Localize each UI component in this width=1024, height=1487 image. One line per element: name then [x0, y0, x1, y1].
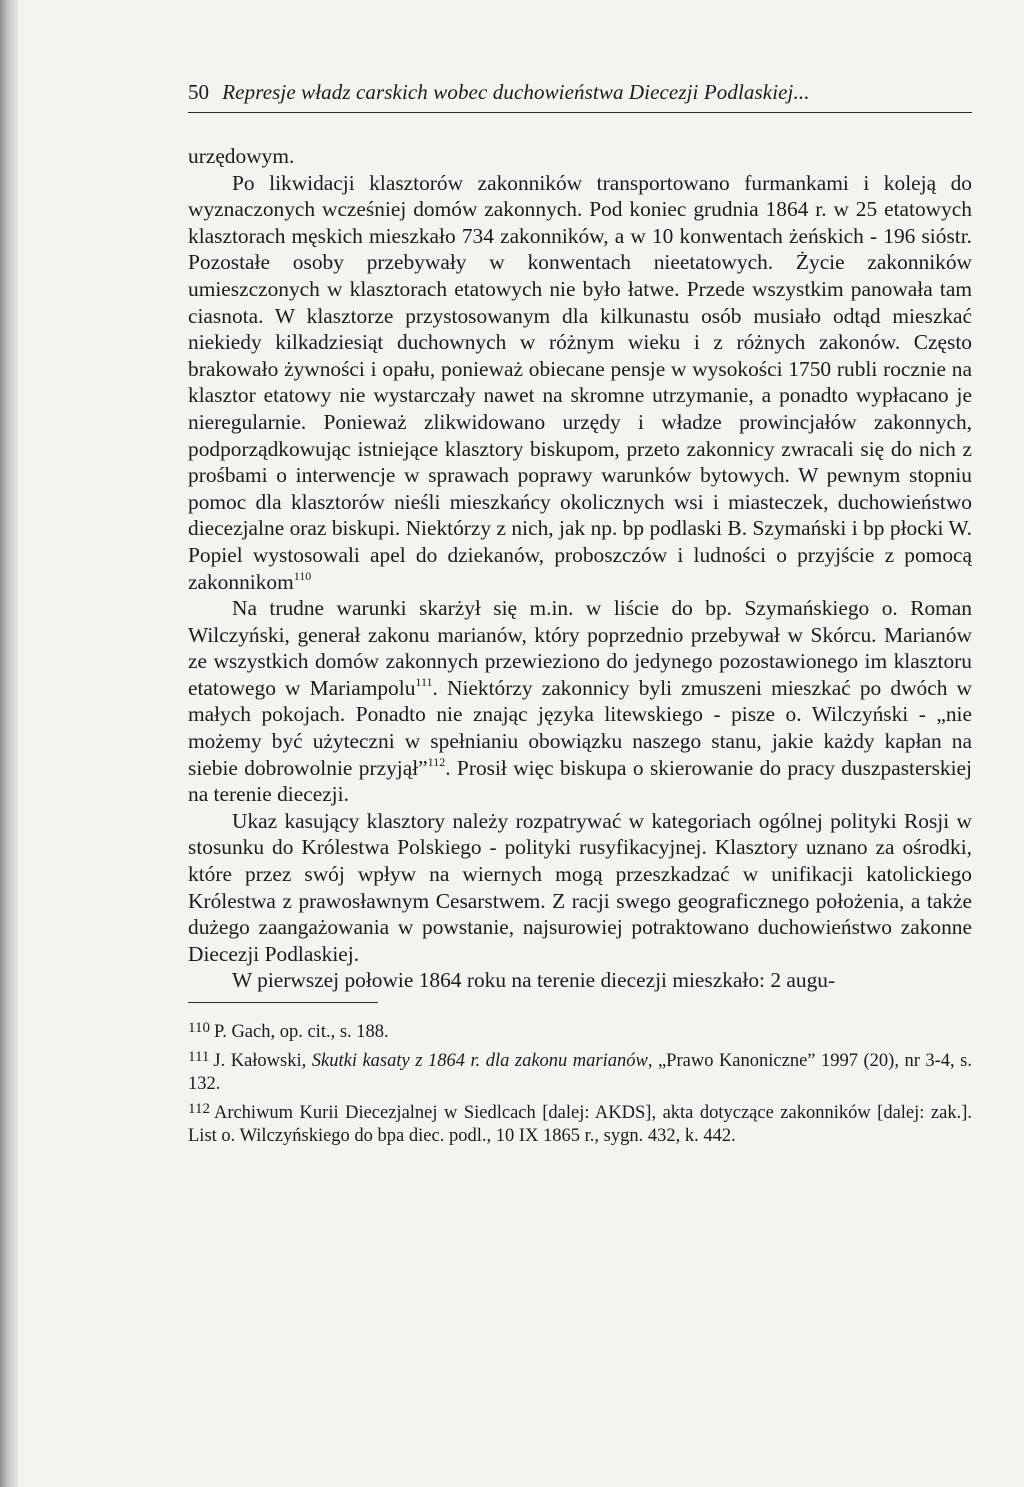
footnote-text-pre: J. Kałowski, [213, 1051, 312, 1071]
paragraph-1-text: Po likwidacji klasztorów zakonników transportowano furmankami i koleją do wyznaczonych wcześniej domów zakonnych. Pod koniec grudnia 1864 r. w 25 etatowych klasztorach męskich mieszkało 734 zakonników, a w 10 konwentach żeńskich - 196 sióstr. Pozostałe osoby przebywały w konwentach nieetatowych. Życie zakonników umieszczonych w klasztorach etatowych nie było łatwe. Przede wszystkim panowała tam ciasnota. W klasztorze przystosowanym dla kilkunastu osób musiało odtąd mieszkać niekiedy kilkadziesiąt duchownych w różnym wieku i z różnych zakonów. Często brakowało żywności i opału, ponieważ obiecane pensje w wysokości 1750 rubli rocznie na klasztor etatowy nie wystarczały nawet na skromne utrzymanie, a ponadto wypłacano je nieregularnie. Ponieważ zlikwidowano urzędy i władze prowincjałów zakonnych, podporządkowując istniejące klasztory biskupom, przeto zakonnicy zwracali się do nich z prośbami o interwencje w sprawach poprawy warunków bytowych. W pewnym stopniu pomoc dla klasztorów nieśli mieszkańcy okolicznych wsi i miasteczek, duchowieństwo diecezjalne oraz biskupi. Niektórzy z nich, jak np. bp podlaski B. Szymański i bp płocki W. Popiel wystosowali apel do dziekanów, proboszczów i ludności o przyjście z pomocą zakonnikom [188, 170, 972, 594]
running-title: Represje władz carskich wobec duchowieństwa Diecezji Podlaskiej... [222, 80, 810, 104]
footnote-ref-110[interactable]: 110 [293, 568, 312, 583]
book-page [188, 78, 972, 1150]
footnote-divider [188, 1002, 378, 1003]
paragraph-3: Ukaz kasujący klasztory należy rozpatrywać w kategoriach ogólnej polityki Rosji w stosunku do Królestwa Polskiego - polityki rusyfikacyjnej. Klasztory uznano za ośrodki, które przez swój wpływ na wiernych mogą przeszkadzać w unifikacji katolickiego Królestwa z prawosławnym Cesarstwem. Z racji swego geograficznego położenia, a także dużego zaangażowania w powstanie, najsurowiej potraktowano duchowieństwo zakonne Diecezji Podlaskiej. [188, 808, 972, 966]
paragraph-continuation: urzędowym. [188, 144, 295, 168]
paragraph-2-text-c: . Prosił więc biskupa o skierowanie do pracy duszpasterskiej na terenie diecezji. [188, 755, 972, 807]
footnote-number: 111 [188, 1049, 210, 1065]
footnote-text: P. Gach, op. cit., s. 188. [213, 1022, 389, 1042]
paragraph-1 [188, 170, 972, 596]
footnote-112 [188, 1098, 972, 1148]
paragraph-2 [188, 595, 972, 808]
main-text [188, 143, 972, 994]
footnote-number: 110 [188, 1020, 210, 1036]
footnote-text: Archiwum Kurii Diecezjalnej w Siedlcach [dalej: AKDS], akta dotyczące zakonników [dalej: zak.]. List o. Wilczyńskiego do bpa diec. podl., 10 IX 1865 r., sygn. 432, k. 442. [188, 1103, 972, 1146]
book-spine-shadow [0, 0, 18, 1487]
footnotes [188, 1017, 972, 1148]
footnote-title-italic: Skutki kasaty z 1864 r. dla zakonu marianów [311, 1051, 648, 1071]
footnote-number: 112 [188, 1101, 210, 1117]
page-number: 50 [188, 80, 209, 104]
footnote-ref-111[interactable]: 111 [415, 674, 433, 689]
footnote-111 [188, 1046, 972, 1096]
footnote-text-post: , „Prawo Kanoniczne” 1997 (20), nr 3-4, s. 132. [188, 1051, 972, 1094]
footnote-110 [188, 1017, 972, 1044]
paragraph-2-text-b: . Niektórzy zakonnicy byli zmuszeni mieszkać po dwóch w małych pokojach. Ponadto nie znając języka litewskiego - pisze o. Wilczyński - „nie możemy być użyteczni w spełnianiu obowiązku naszego stanu, jakie każdy kapłan na siebie dobrowolnie przyjął” [188, 675, 973, 780]
running-head [188, 78, 972, 113]
paragraph-2-text-a: Na trudne warunki skarżył się m.in. w liście do bp. Szymańskiego o. Roman Wilczyński, generał zakonu marianów, który poprzednio przebywał w Skórcu. Marianów ze wszystkich domów zakonnych przewieziono do jedynego pozostawionego im klasztoru etatowego w Mariampolu [188, 596, 972, 700]
footnote-ref-112[interactable]: 112 [427, 754, 446, 769]
paragraph-4: W pierwszej połowie 1864 roku na terenie diecezji mieszkało: 2 augu- [232, 968, 836, 993]
